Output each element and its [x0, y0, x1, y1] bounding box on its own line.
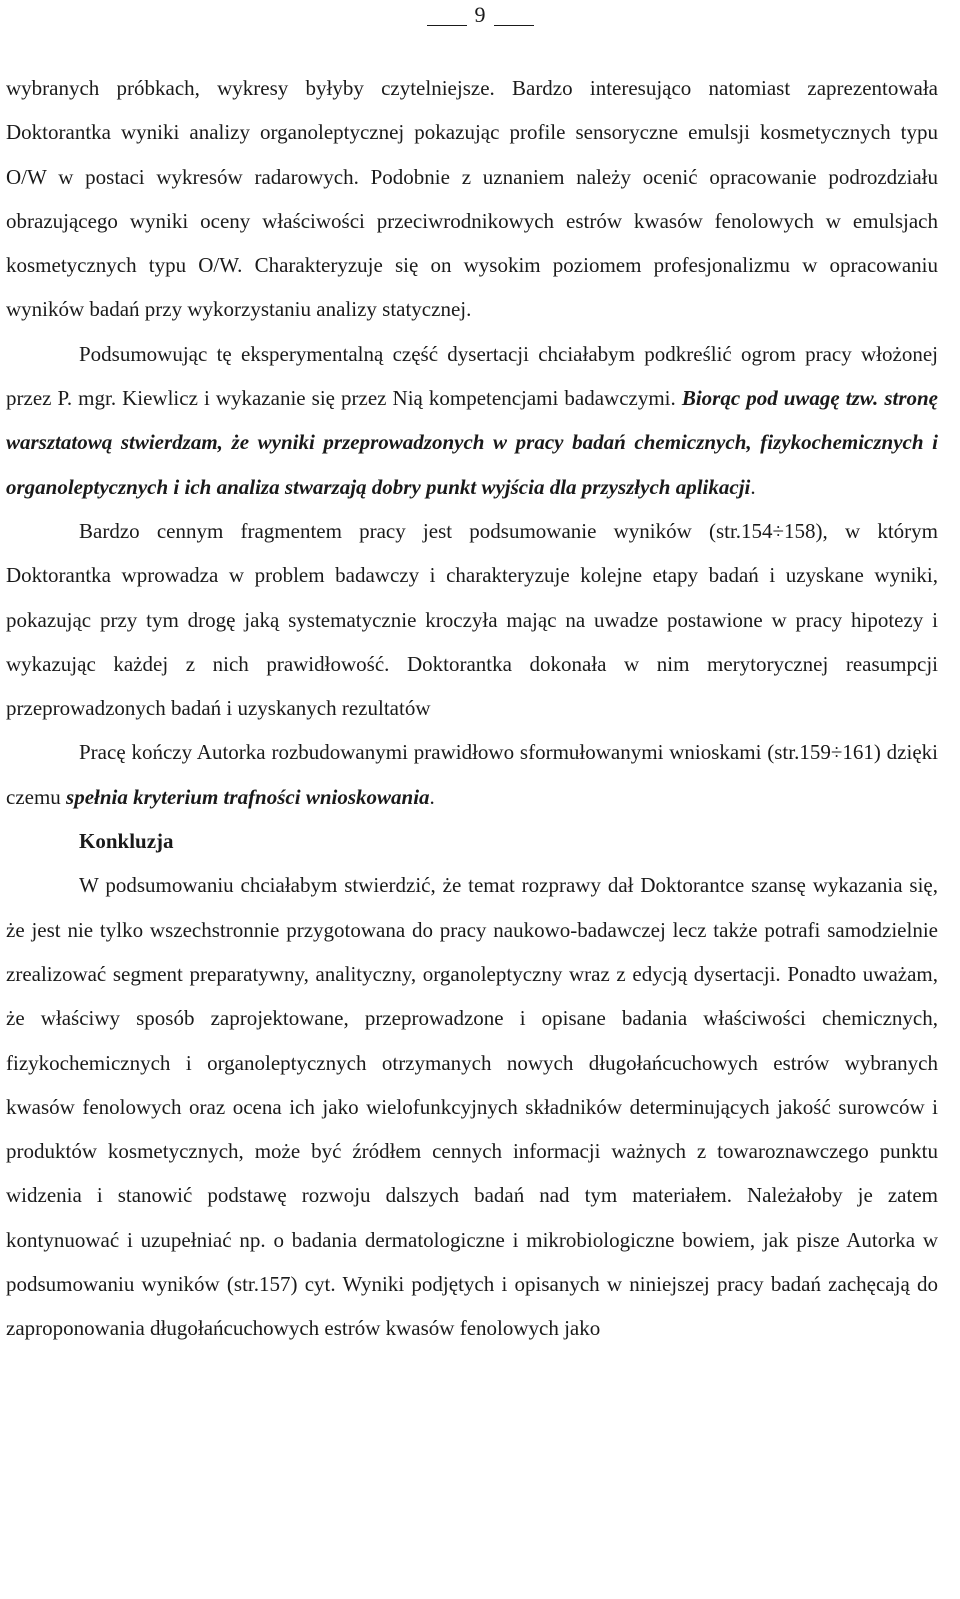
page-number: [0, 0, 960, 30]
paragraph-4-emphasis: spełnia kryterium trafności wnioskowania: [66, 784, 430, 809]
paragraph-1: wybranych próbkach, wykresy byłyby czytelniejsze. Bardzo interesująco natomiast zaprezentowała Doktorantka wyniki analizy organoleptycznej pokazując profile sensoryczne emulsji kosmetycznych typu O/W w postaci wykresów radarowych. Podobnie z uznaniem należy ocenić opracowanie podrozdziału obrazującego wyniki oceny właściwości przeciwrodnikowych estrów kwasów fenolowych w emulsjach kosmetycznych typu O/W. Charakteryzuje się on wysokim poziomem profesjonalizmu w opracowaniu wyników badań przy wykorzystaniu analizy statycznej.: [6, 76, 938, 322]
paragraph-5: W podsumowaniu chciałabym stwierdzić, że temat rozprawy dał Doktorantce szansę wykazania się, że jest nie tylko wszechstronnie przygotowana do pracy naukowo-badawczej lecz także potrafi samodzielnie zrealizować segment preparatywny, analityczny, organoleptyczny wraz z edycją dysertacji. Ponadto uważam, że właściwy sposób zaprojektowane, przeprowadzone i opisane badania właściwości chemicznych, fizykochemicznych i organoleptycznych otrzymanych nowych długołańcuchowych estrów wybranych kwasów fenolowych oraz ocena ich jako wielofunkcyjnych składników determinujących jakość surowców i produktów kosmetycznych, może być źródłem cennych informacji ważnych z towaroznawczego punktu widzenia i stanowić podstawę rozwoju dalszych badań nad tym materiałem. Należałoby je zatem kontynuować i uzupełniać np. o badania dermatologiczne i mikrobiologiczne bowiem, jak pisze Autorka w podsumowaniu wyników (str.157) cyt. Wyniki podjętych i opisanych w niniejszej pracy badań zachęcają do zaproponowania długołańcuchowych estrów kwasów fenolowych jako: [6, 873, 938, 1341]
section-heading-konkluzja: Konkluzja: [79, 829, 174, 854]
paragraph-4-text: Pracę kończy Autorka rozbudowanymi prawidłowo sformułowanymi wnioskami (str.159÷161) dzięki czemu: [6, 740, 938, 809]
paragraph-4: [6, 730, 938, 819]
page-number-rule-right: [494, 25, 534, 26]
paragraph-2-emphasis: Biorąc pod uwagę tzw. stronę warsztatową stwierdzam, że wyniki przeprowadzonych w pracy badań chemicznych, fizykochemicznych i organoleptycznych i ich analiza stwarzają dobry punkt wyjścia dla przyszłych aplikacji: [6, 386, 938, 499]
paragraph-2-end: .: [750, 474, 756, 499]
paragraph-4-end: .: [429, 784, 435, 809]
body-text: [6, 66, 938, 1351]
paragraph-3: Bardzo cennym fragmentem pracy jest podsumowanie wyników (str.154÷158), w którym Doktorantka wprowadza w problem badawczy i charakteryzuje kolejne etapy badań i uzyskane wyniki, pokazując przy tym drogę jaką systematycznie kroczyła mając na uwadze postawione w pracy hipotezy i wykazując każdej z nich prawidłowość. Doktorantka dokonała w nim merytorycznej reasumpcji przeprowadzonych badań i uzyskanych rezultatów: [6, 518, 938, 721]
paragraph-2: [6, 332, 938, 509]
paragraph-2-text: Podsumowując tę eksperymentalną część dysertacji chciałabym podkreślić ogrom pracy włożonej przez P. mgr. Kiewlicz i wykazanie się przez Nią kompetencjami badawczymi.: [6, 341, 938, 411]
page-number-rule-left: [427, 25, 467, 26]
page-number-text: 9: [474, 2, 486, 27]
